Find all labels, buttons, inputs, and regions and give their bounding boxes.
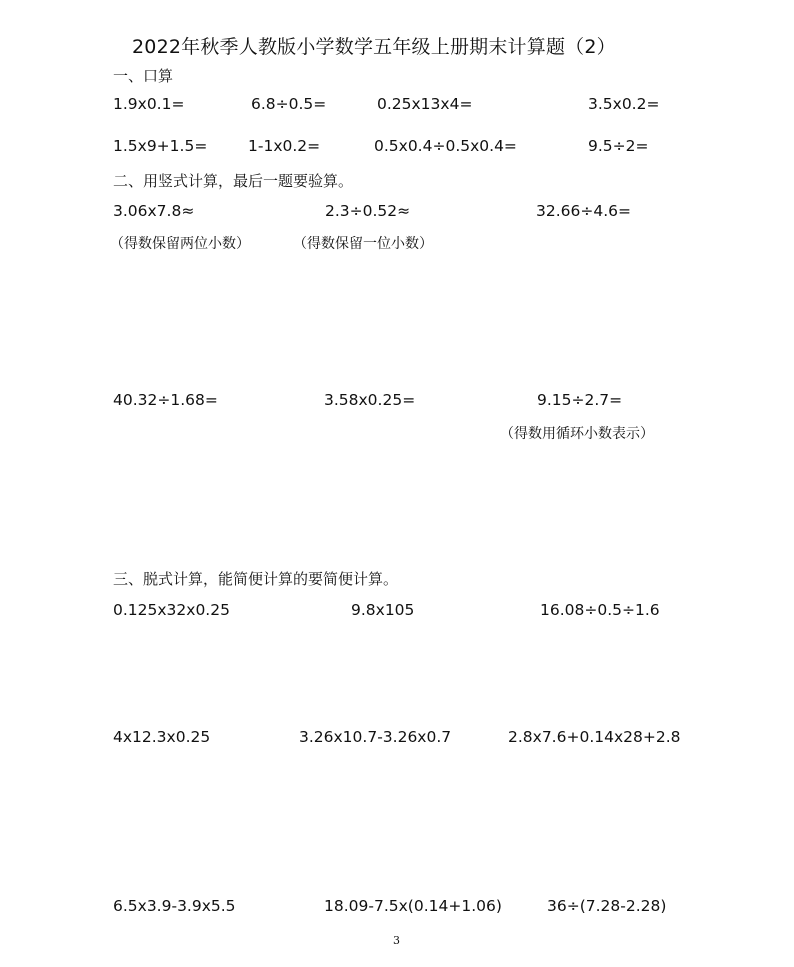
rounding-note-1: （得数保留两位小数）	[110, 236, 250, 252]
vertical-problem-3: 32.66÷4.6=	[536, 202, 631, 220]
oral-problem-1: 1.9x0.1=	[113, 95, 185, 113]
vertical-problem-1: 3.06x7.8≈	[113, 202, 195, 220]
stepwise-problem-2: 9.8x105	[351, 601, 415, 619]
oral-problem-4: 3.5x0.2=	[588, 95, 660, 113]
oral-problem-2: 6.8÷0.5=	[251, 95, 327, 113]
stepwise-problem-5: 3.26x10.7-3.26x0.7	[299, 728, 452, 746]
stepwise-problem-9: 36÷(7.28-2.28)	[547, 897, 667, 915]
section-3-heading: 三、脱式计算，能简便计算的要简便计算。	[113, 570, 399, 588]
vertical-problem-4: 40.32÷1.68=	[113, 391, 218, 409]
oral-problem-3: 0.25x13x4=	[377, 95, 473, 113]
oral-problem-6: 1-1x0.2=	[248, 137, 321, 155]
stepwise-problem-4: 4x12.3x0.25	[113, 728, 211, 746]
stepwise-problem-7: 6.5x3.9-3.9x5.5	[113, 897, 236, 915]
oral-problem-5: 1.5x9+1.5=	[113, 137, 208, 155]
rounding-note-2: （得数保留一位小数）	[293, 236, 433, 252]
page-title: 2022年秋季人教版小学数学五年级上册期末计算题（2）	[132, 36, 616, 58]
section-2-heading: 二、用竖式计算，最后一题要验算。	[113, 172, 354, 190]
stepwise-problem-8: 18.09-7.5x(0.14+1.06)	[324, 897, 502, 915]
page-number: 3	[393, 934, 400, 947]
stepwise-problem-6: 2.8x7.6+0.14x28+2.8	[508, 728, 681, 746]
vertical-problem-2: 2.3÷0.52≈	[325, 202, 411, 220]
section-1-heading: 一、口算	[113, 67, 174, 85]
vertical-problem-6: 9.15÷2.7=	[537, 391, 623, 409]
repeating-decimal-note: （得数用循环小数表示）	[500, 426, 654, 442]
vertical-problem-5: 3.58x0.25=	[324, 391, 416, 409]
stepwise-problem-3: 16.08÷0.5÷1.6	[540, 601, 660, 619]
oral-problem-7: 0.5x0.4÷0.5x0.4=	[374, 137, 517, 155]
stepwise-problem-1: 0.125x32x0.25	[113, 601, 230, 619]
oral-problem-8: 9.5÷2=	[588, 137, 649, 155]
